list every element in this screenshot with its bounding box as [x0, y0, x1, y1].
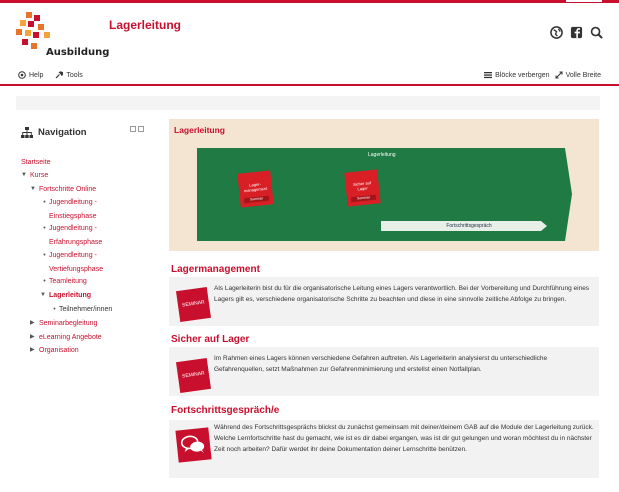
hide-blocks-button[interactable]	[484, 71, 549, 79]
section-fortschrittsgespraech	[169, 420, 599, 478]
section-sicher-auf-lager	[169, 347, 599, 396]
nav-item-erfahrungsphase[interactable]: • Jugendleitung - Erfahrungsphase	[40, 222, 115, 249]
section-summary: Als Lagerleiterin bist du für die organisatorische Leitung eines Lagers verantwortlich. Bei der Vorbereitung und Durchführung eines Lagers gilt es, verschiedene organisatorische Schritte zu beachten und diese in eine sinnvolle zeitliche Abfolge zu bringen.	[214, 285, 590, 303]
seminar-icon[interactable]: SEMINAR	[176, 287, 211, 322]
sitemap-icon	[21, 127, 33, 138]
full-width-label: Volle Breite	[565, 71, 601, 79]
module-book-lagermanagement[interactable]: Lager- management Seminar	[237, 170, 273, 207]
header	[0, 3, 619, 67]
help-label: Help	[29, 71, 44, 79]
nav-item-elearning[interactable]: ▶ eLearning Angebote	[30, 331, 102, 345]
tools-menu[interactable]	[55, 71, 82, 79]
top-accent-gap	[566, 0, 602, 2]
navigation-header	[21, 127, 87, 138]
bullet-icon: •	[43, 252, 46, 259]
list-icon	[484, 71, 492, 79]
caret-down-icon: ▼	[21, 172, 27, 178]
nav-item-teamleitung[interactable]: • Teamleitung	[40, 275, 87, 289]
dock-block-icon[interactable]	[138, 126, 144, 132]
caret-right-icon: ▶	[30, 320, 35, 326]
expand-icon	[555, 71, 563, 79]
navigation-title: Navigation	[38, 127, 87, 138]
bullet-icon: •	[43, 278, 46, 285]
module-book-sicher-auf-lager[interactable]: Sicher auf Lager Seminar	[344, 169, 380, 206]
nav-item-lagerleitung[interactable]: ▼ Lagerleitung	[40, 289, 91, 303]
navigation-block	[17, 120, 152, 365]
help-menu[interactable]	[18, 71, 43, 79]
header-icons	[550, 26, 603, 39]
caret-down-icon: ▼	[40, 292, 46, 298]
bullet-icon: •	[43, 199, 46, 206]
seminar-icon[interactable]: SEMINAR	[176, 358, 211, 393]
section-summary: Während des Fortschrittsgesprächs blickst du zunächst gemeinsam mit deiner/deinem GAB auf die Module der Lagerleitung zurück. Welche Lernfortschritte hast du gemacht, wie ist es dir dabei ergangen, was ist dir gut gelungen und woran möchtest du in nächster Zeit noch arbeiten? Dafür werdet ihr deine Dokumentation deiner Lernschritte benützen.	[214, 424, 594, 453]
progress-arrow[interactable]: Fortschrittsgespräch	[446, 223, 492, 229]
globe-icon[interactable]	[550, 26, 563, 39]
tools-label: Tools	[66, 71, 83, 79]
caret-right-icon: ▶	[30, 347, 35, 353]
nav-item-vertiefungsphase[interactable]: • Jugendleitung - Vertiefungsphase	[40, 249, 115, 276]
nav-item-seminarbegleitung[interactable]: ▶ Seminarbegleitung	[30, 317, 97, 331]
facebook-icon[interactable]	[570, 26, 583, 39]
nav-item-fortschritte-online[interactable]: ▼ Fortschritte Online	[30, 183, 96, 197]
section-lagermanagement	[169, 277, 599, 326]
full-width-button[interactable]	[555, 71, 601, 79]
site-logo[interactable]	[14, 11, 110, 58]
logo-text: Ausbildung	[46, 47, 110, 58]
banner-title: Lagerleitung	[174, 125, 226, 135]
course-banner	[169, 119, 599, 251]
section-summary: Im Rahmen eines Lagers können verschiedene Gefahren auftreten. Als Lagerleiterin analysierst du unterschiedliche Gefahrenquellen, setzt Maßnahmen zur Gefahrenminimierung und erstellst einen Notfallplan.	[214, 355, 548, 373]
help-icon	[18, 71, 26, 79]
hide-blocks-label: Blöcke verbergen	[495, 71, 550, 79]
nav-item-organisation[interactable]: ▶ Organisation	[30, 344, 79, 358]
toolbar-divider	[0, 84, 619, 86]
site-title[interactable]: Lagerleitung	[109, 18, 182, 32]
wrench-icon	[55, 71, 63, 79]
section-title-fortschrittsgespraech[interactable]: Fortschrittsgespräch/e	[171, 405, 280, 416]
nav-item-kurse[interactable]: ▼ Kurse	[21, 169, 48, 183]
collapse-block-icon[interactable]	[130, 126, 136, 132]
toolbar	[0, 66, 619, 84]
caret-down-icon: ▼	[30, 186, 36, 192]
section-title-sicher-auf-lager[interactable]: Sicher auf Lager	[171, 334, 250, 345]
section-title-lagermanagement[interactable]: Lagermanagement	[171, 264, 260, 275]
bullet-icon: •	[43, 225, 46, 232]
block-controls	[130, 126, 144, 132]
bullet-icon: •	[53, 306, 56, 313]
breadcrumb-bar	[16, 96, 600, 110]
caret-right-icon: ▶	[30, 334, 35, 340]
nav-item-einstiegsphase[interactable]: • Jugendleitung - Einstiegsphase	[40, 196, 115, 223]
nav-item-startseite[interactable]: Startseite	[21, 159, 51, 166]
chat-icon[interactable]	[175, 427, 211, 462]
diagram-label: Lagerleitung	[368, 152, 396, 158]
search-icon[interactable]	[590, 26, 603, 39]
nav-item-teilnehmer[interactable]: • Teilnehmer/innen	[50, 303, 112, 317]
